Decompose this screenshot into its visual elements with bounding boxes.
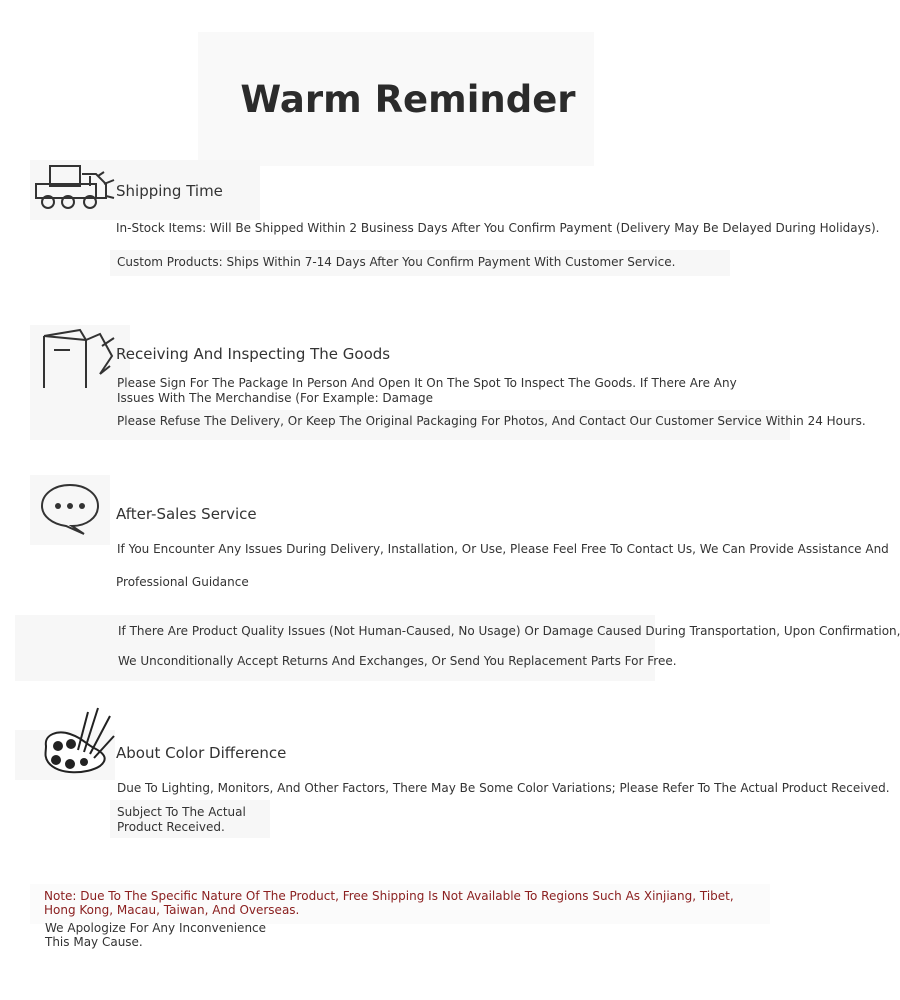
- section-heading-shipping: Shipping Time: [116, 182, 223, 200]
- color-subject-text: Subject To The Actual Product Received.: [117, 805, 246, 834]
- page-title: Warm Reminder: [240, 78, 576, 121]
- receiving-sign-text: Please Sign For The Package In Person And Open It On The Spot To Inspect The Goods. If There Are Any Issues With The Merchandise (For Example: Damage: [117, 376, 737, 405]
- aftersales-returns-text: We Unconditionally Accept Returns And Exchanges, Or Send You Replacement Parts For Free.: [118, 654, 677, 668]
- aftersales-contact-text: If You Encounter Any Issues During Delivery, Installation, Or Use, Please Feel Free To Contact Us, We Can Provide Assistance And: [117, 542, 889, 556]
- aftersales-quality-text: If There Are Product Quality Issues (Not Human-Caused, No Usage) Or Damage Caused During Transportation, Upon Confirmation,: [118, 624, 900, 638]
- aftersales-guidance-text: Professional Guidance: [116, 575, 249, 589]
- box-icon: [40, 326, 116, 394]
- shipping-custom-text: Custom Products: Ships Within 7-14 Days After You Confirm Payment With Customer Service.: [117, 255, 676, 269]
- section-heading-aftersales: After-Sales Service: [116, 505, 257, 523]
- color-variation-text: Due To Lighting, Monitors, And Other Factors, There May Be Some Color Variations; Please Refer To The Actual Product Received.: [117, 781, 890, 795]
- shipping-restriction-note: Note: Due To The Specific Nature Of The Product, Free Shipping Is Not Available To Regions Such As Xinjiang, Tibet, Hong Kong, Macau, Taiwan, And Overseas.: [44, 889, 734, 917]
- apology-text: We Apologize For Any Inconvenience This May Cause.: [45, 921, 267, 949]
- section-heading-receiving: Receiving And Inspecting The Goods: [116, 345, 391, 363]
- receiving-refuse-text: Please Refuse The Delivery, Or Keep The Original Packaging For Photos, And Contact Our Customer Service Within 24 Hours.: [117, 414, 866, 428]
- shipping-instock-text: In-Stock Items: Will Be Shipped Within 2 Business Days After You Confirm Payment (Delivery May Be Delayed During Holidays).: [116, 221, 880, 235]
- chat-bubble-icon: [40, 482, 104, 538]
- palette-icon: [40, 706, 116, 776]
- truck-icon: [34, 164, 122, 212]
- section-heading-color: About Color Difference: [116, 744, 287, 762]
